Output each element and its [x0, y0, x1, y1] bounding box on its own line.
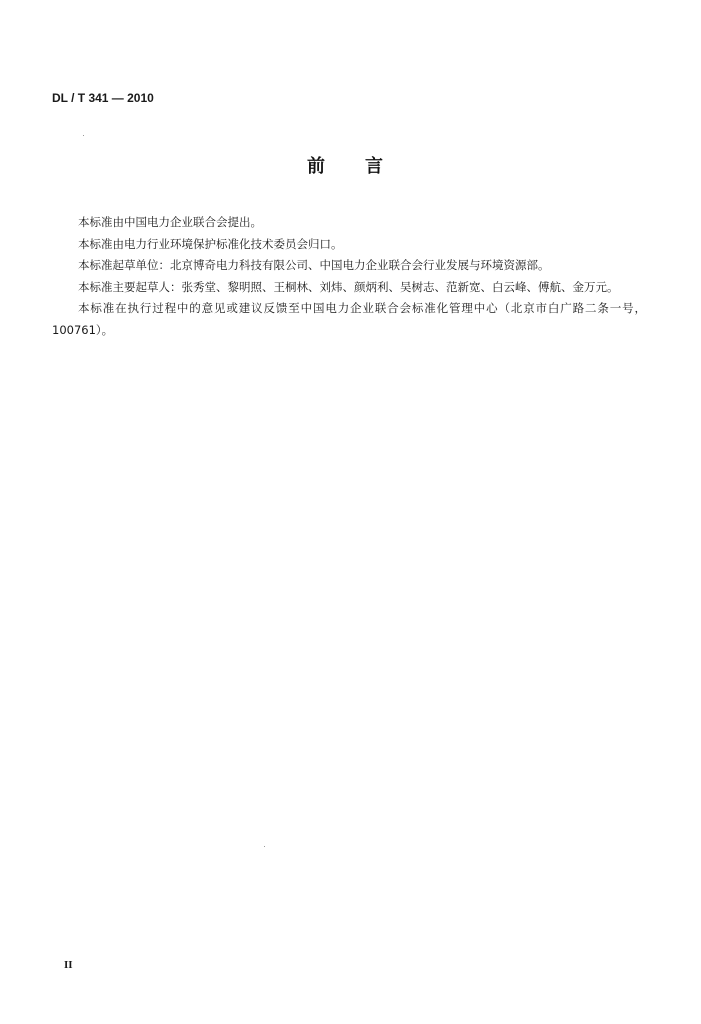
paragraph-feedback: 本标准在执行过程中的意见或建议反馈至中国电力企业联合会标准化管理中心（北京市白广路二条一号，100761）。	[52, 301, 646, 337]
standard-code-header: DL / T 341 — 2010	[52, 91, 154, 105]
paragraph-technical-committee: 本标准由电力行业环境保护标准化技术委员会归口。	[78, 236, 343, 251]
page-title	[0, 152, 690, 178]
foreword-body	[52, 212, 646, 341]
scan-speck	[83, 135, 84, 136]
paragraph-proposer: 本标准由中国电力企业联合会提出。	[78, 215, 262, 229]
title-part-2: 言	[365, 156, 383, 177]
paragraph-drafting-units: 本标准起草单位：北京博奇电力科技有限公司、中国电力企业联合会行业发展与环境资源部。	[78, 258, 550, 272]
scan-speck	[264, 846, 265, 847]
paragraph-drafters: 本标准主要起草人：张秀堂、黎明照、王桐林、刘炜、颜炳利、吴树志、范新宽、白云峰、傅航、金万元。	[78, 279, 619, 294]
title-part-1: 前	[307, 156, 325, 177]
page-number: II	[64, 959, 73, 971]
